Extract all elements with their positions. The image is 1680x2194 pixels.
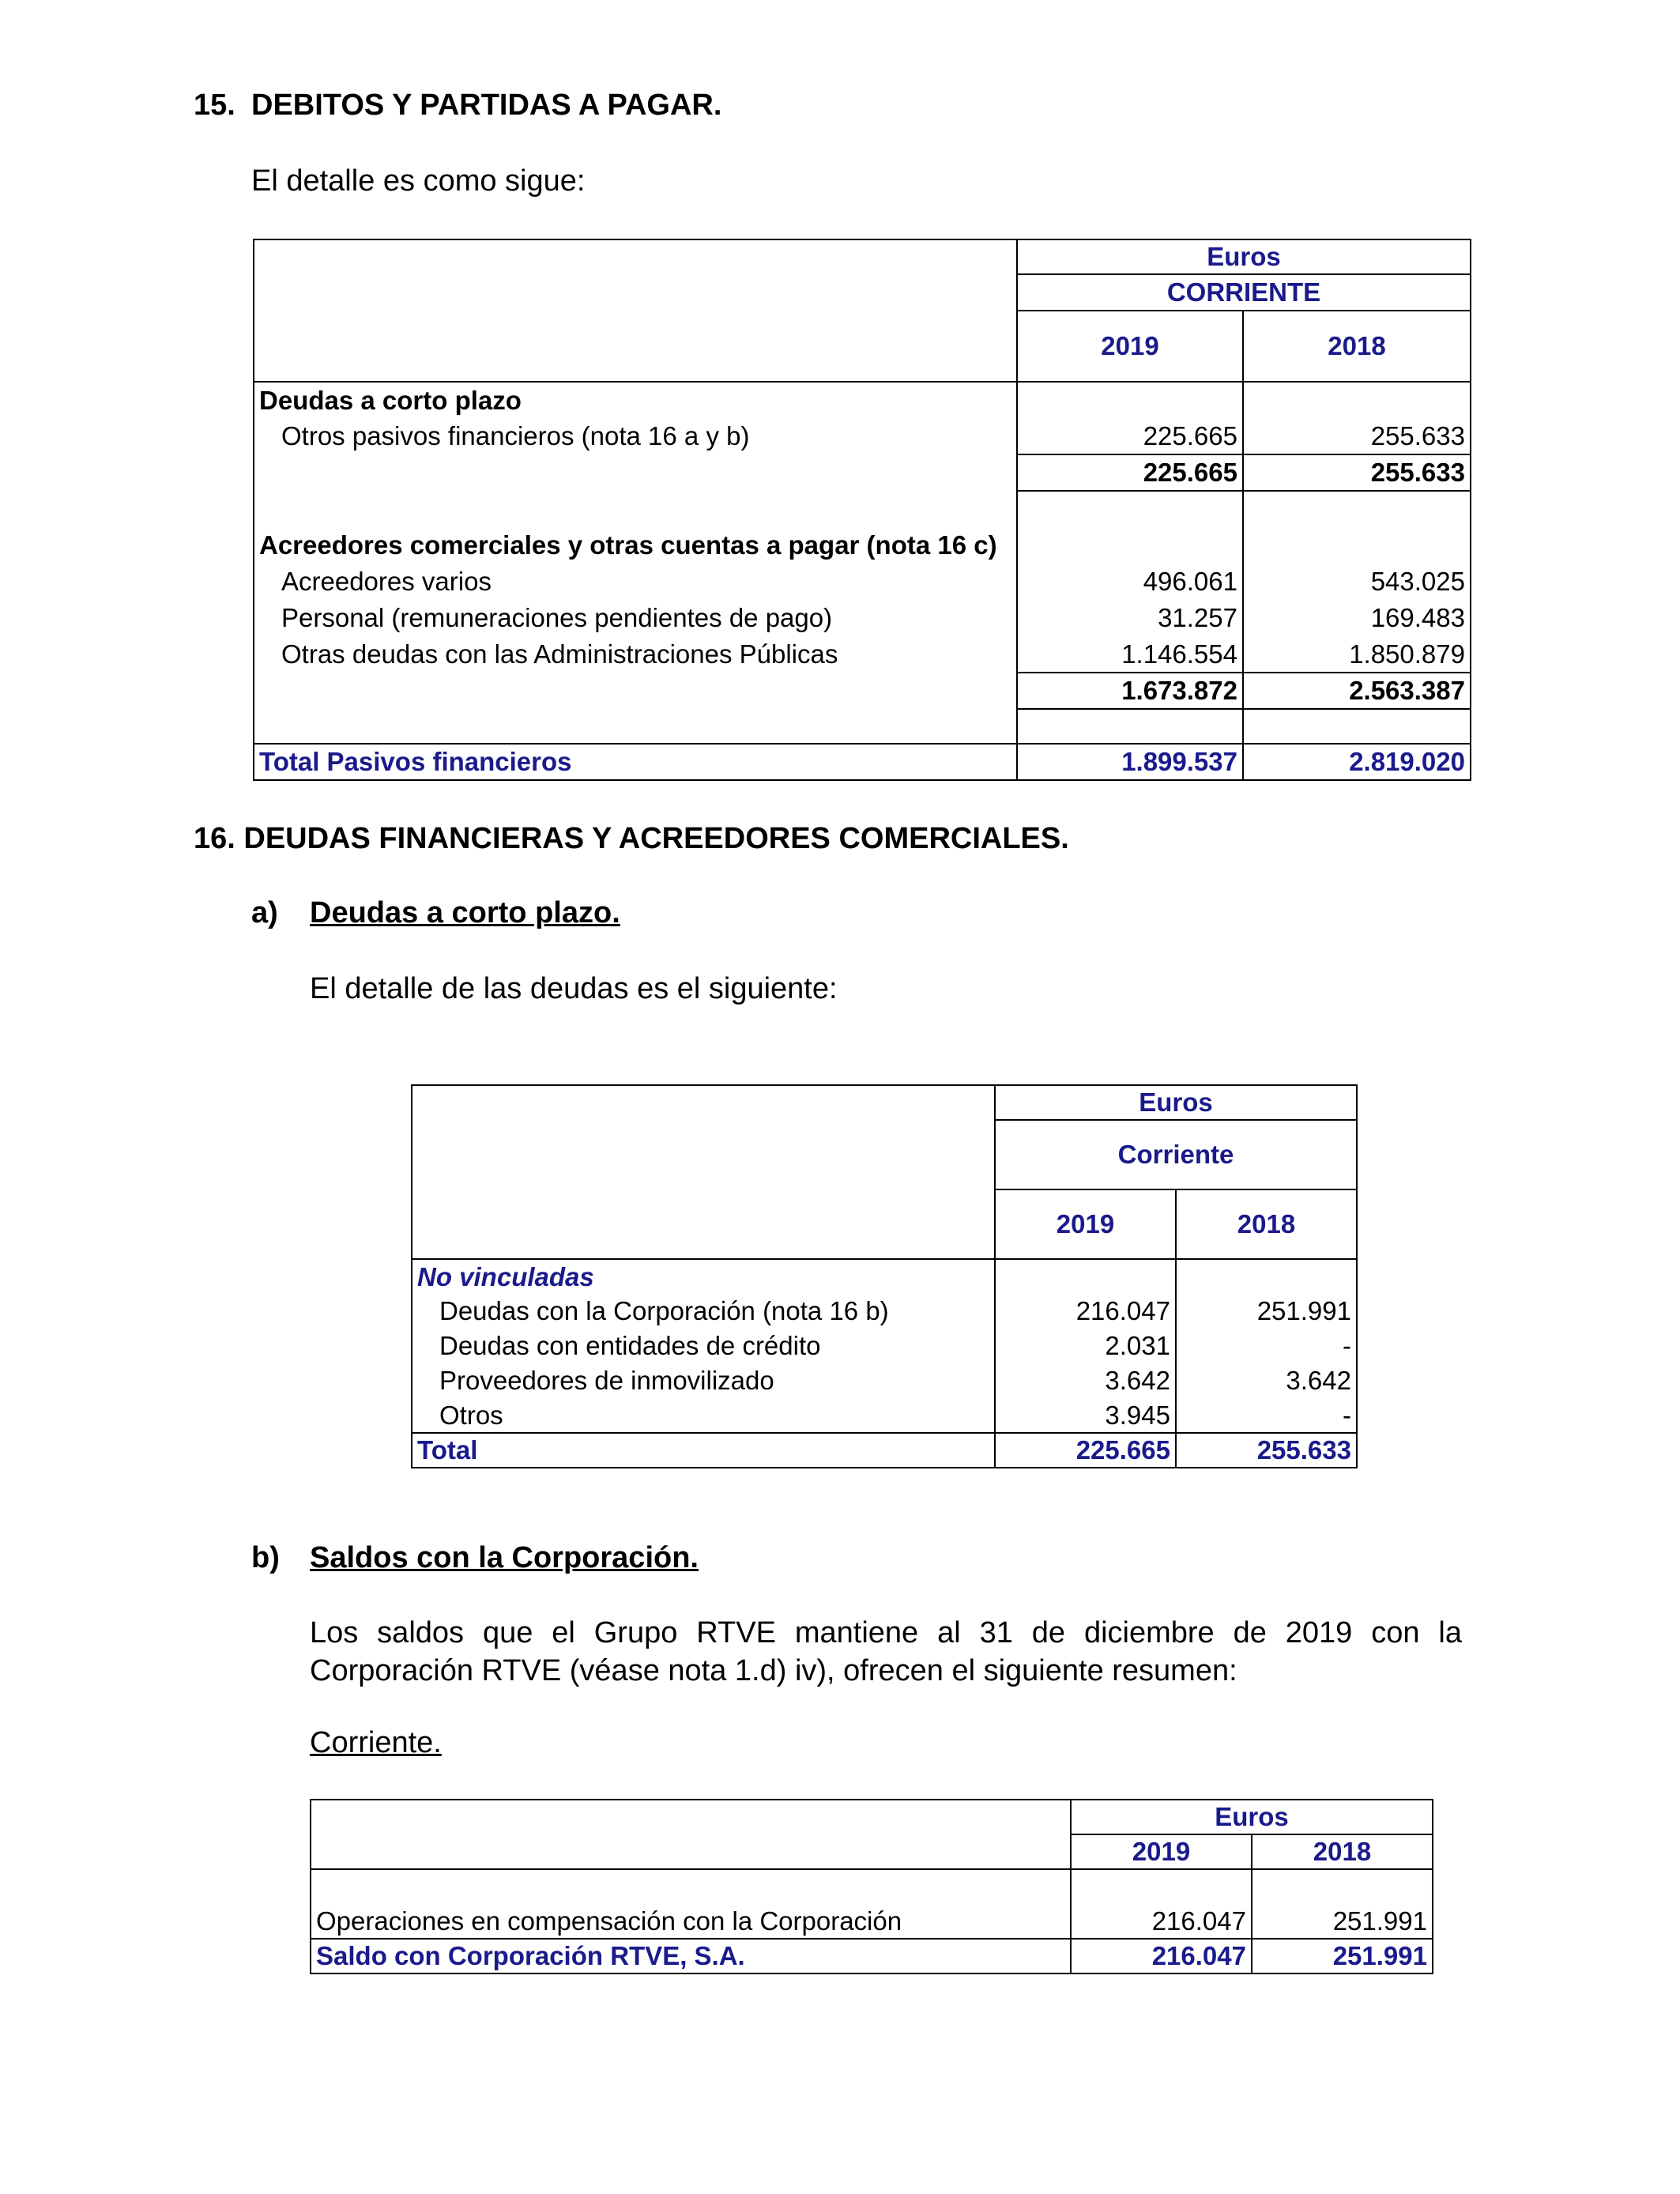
cell-2019: 216.047	[995, 1294, 1176, 1329]
subtotal-2018: 255.633	[1243, 454, 1471, 491]
total-2019: 1.899.537	[1017, 744, 1243, 780]
header-euros: Euros	[1017, 239, 1471, 274]
total-2018: 255.633	[1176, 1433, 1357, 1468]
row-label: Otros pasivos financieros (nota 16 a y b)	[254, 418, 1017, 454]
table-debitos	[253, 239, 1471, 781]
table-row	[412, 1363, 1357, 1398]
subsection-b-title: Saldos con la Corporación.	[310, 1541, 699, 1574]
cell-2018: 169.483	[1243, 600, 1471, 636]
total-label: Total Pasivos financieros	[254, 744, 1017, 780]
header-year-2019: 2019	[1017, 311, 1243, 382]
table-row	[412, 1398, 1357, 1433]
cell-2018: -	[1176, 1329, 1357, 1363]
total-2019: 216.047	[1071, 1939, 1252, 1973]
header-year-2018: 2018	[1252, 1834, 1433, 1869]
subsection-a-intro: El detalle de las deudas es el siguiente:	[310, 972, 838, 1005]
cell-2018: 3.642	[1176, 1363, 1357, 1398]
row-label: Proveedores de inmovilizado	[412, 1363, 995, 1398]
total-row	[412, 1433, 1357, 1468]
table-row	[412, 1329, 1357, 1363]
subsection-a-title: Deudas a corto plazo.	[310, 896, 620, 929]
subtotal-2019: 1.673.872	[1017, 673, 1243, 709]
section-16-title: 16. DEUDAS FINANCIERAS Y ACREEDORES COMERCIALES.	[194, 822, 1069, 855]
header-corriente: CORRIENTE	[1017, 274, 1471, 311]
table-header-blank	[254, 239, 1017, 382]
total-2018: 2.819.020	[1243, 744, 1471, 780]
cell-2018: -	[1176, 1398, 1357, 1433]
row-label: Otros	[412, 1398, 995, 1433]
total-2018: 251.991	[1252, 1939, 1433, 1973]
cell-2019: 2.031	[995, 1329, 1176, 1363]
header-corriente: Corriente	[995, 1120, 1357, 1189]
total-row	[254, 744, 1471, 780]
cell-2019: 216.047	[1071, 1904, 1252, 1939]
section-15-title: DEBITOS Y PARTIDAS A PAGAR.	[251, 89, 722, 122]
header-euros: Euros	[995, 1085, 1357, 1120]
cell-2018: 1.850.879	[1243, 636, 1471, 673]
table-saldos-corporacion	[310, 1799, 1433, 1974]
row-label: Deudas con la Corporación (nota 16 b)	[412, 1294, 995, 1329]
header-euros: Euros	[1071, 1800, 1433, 1834]
subtotal-2018: 2.563.387	[1243, 673, 1471, 709]
total-label: Total	[412, 1433, 995, 1468]
header-year-2019: 2019	[995, 1189, 1176, 1259]
total-label: Saldo con Corporación RTVE, S.A.	[311, 1939, 1071, 1973]
table-deudas-corto-plazo	[411, 1084, 1358, 1468]
cell-2019: 225.665	[1017, 418, 1243, 454]
subsection-b-subhead: Corriente.	[310, 1726, 442, 1759]
cell-2019: 3.642	[995, 1363, 1176, 1398]
cell-2018: 251.991	[1176, 1294, 1357, 1329]
group-acreedores: Acreedores comerciales y otras cuentas a pagar (nota 16 c)	[254, 527, 1017, 564]
group-deudas-corto-plazo: Deudas a corto plazo	[254, 382, 1017, 418]
group-no-vinculadas: No vinculadas	[412, 1259, 995, 1294]
cell-2018: 543.025	[1243, 564, 1471, 600]
header-year-2018: 2018	[1176, 1189, 1357, 1259]
table-row	[311, 1904, 1433, 1939]
header-year-2019: 2019	[1071, 1834, 1252, 1869]
total-2019: 225.665	[995, 1433, 1176, 1468]
cell-2019: 31.257	[1017, 600, 1243, 636]
table-row	[254, 636, 1471, 673]
table-row	[254, 418, 1471, 454]
total-row	[311, 1939, 1433, 1973]
subsection-b-paragraph: Los saldos que el Grupo RTVE mantiene al 31 de diciembre de 2019 con la Corporación RTVE (véase nota 1.d) iv), ofrecen el siguiente resumen:	[310, 1616, 1462, 1687]
cell-2019: 3.945	[995, 1398, 1176, 1433]
row-label: Deudas con entidades de crédito	[412, 1329, 995, 1363]
section-15-number: 15.	[194, 89, 235, 122]
subtotal-row	[254, 673, 1471, 709]
row-label: Otras deudas con las Administraciones Públicas	[254, 636, 1017, 673]
row-label: Operaciones en compensación con la Corporación	[311, 1904, 1071, 1939]
table-header-blank	[412, 1085, 995, 1259]
cell-2019: 496.061	[1017, 564, 1243, 600]
table-row	[254, 600, 1471, 636]
subtotal-2019: 225.665	[1017, 454, 1243, 491]
subsection-a-letter: a)	[251, 896, 278, 929]
row-label: Acreedores varios	[254, 564, 1017, 600]
header-year-2018: 2018	[1243, 311, 1471, 382]
section-15-intro: El detalle es como sigue:	[251, 164, 586, 198]
cell-2018: 251.991	[1252, 1904, 1433, 1939]
table-row	[412, 1294, 1357, 1329]
subtotal-row	[254, 454, 1471, 491]
subsection-b-letter: b)	[251, 1541, 280, 1574]
row-label: Personal (remuneraciones pendientes de pago)	[254, 600, 1017, 636]
cell-2018: 255.633	[1243, 418, 1471, 454]
table-row	[254, 564, 1471, 600]
table-header-blank	[311, 1800, 1071, 1869]
cell-2019: 1.146.554	[1017, 636, 1243, 673]
